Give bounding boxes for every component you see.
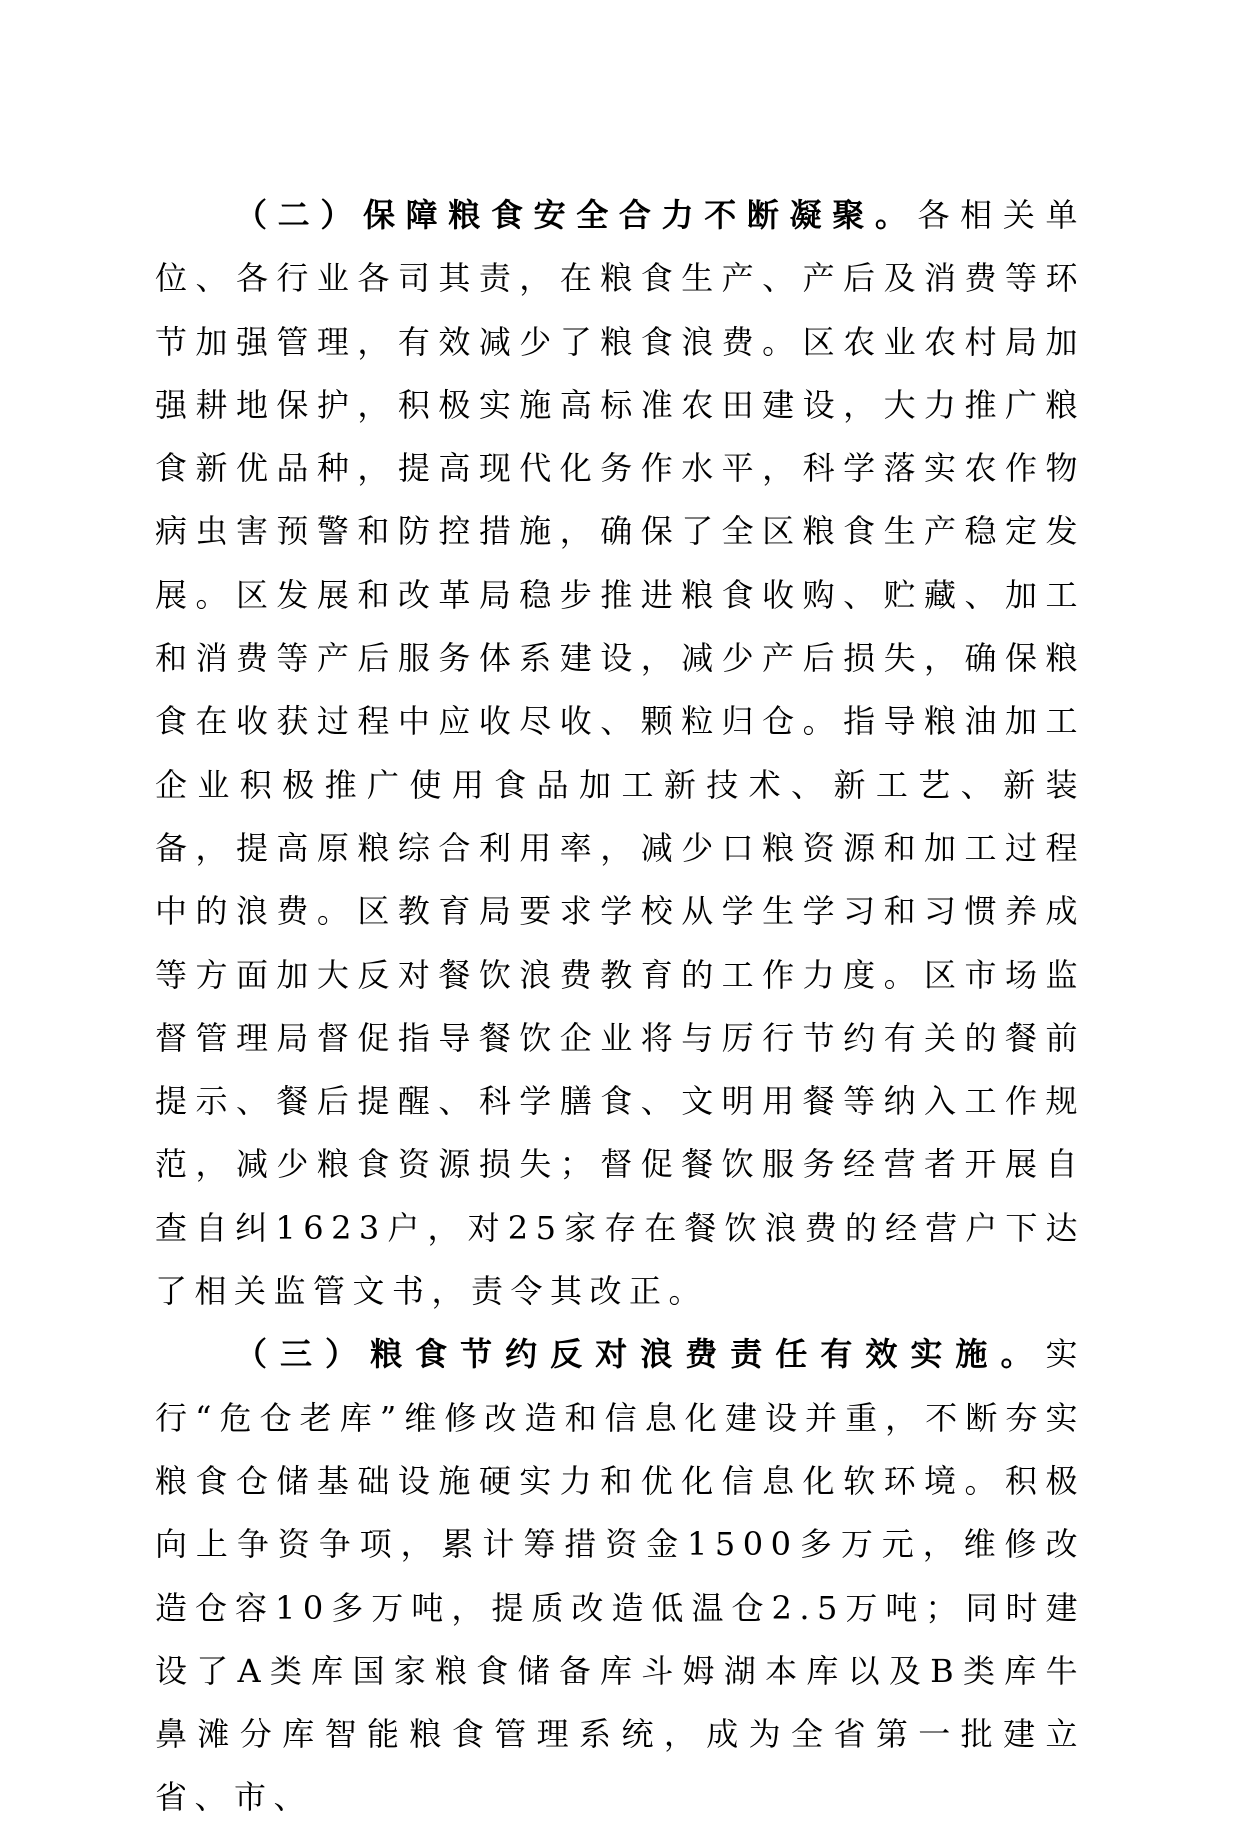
paragraph-text: 各相关单位、各行业各司其责，在粮食生产、产后及消费等环节加强管理，有效减少了粮食浪费。区农业农村局加强耕地保护，积极实施高标准农田建设，大力推广粮食新优品种，提高现代化务作水平，科学落实农作物病虫害预警和防控措施，确保了全区粮食生产稳定发展。区发展和改革局稳步推进粮食收购、贮藏、加工和消费等产后服务体系建设，减少产后损失，确保粮食在收获过程中应收尽收、颗粒归仓。指导粮油加工企业积极推广使用食品加工新技术、新工艺、新装备，提高原粮综合利用率，减少口粮资源和加工过程中的浪费。区教育局要求学校从学生学习和习惯养成等方面加大反对餐饮浪费教育的工作力度。区市场监督管理局督促指导餐饮企业将与厉行节约有关的餐前提示、餐后提醒、科学膳食、文明用餐等纳入工作规范，减少粮食资源损失；督促餐饮服务经营者开展自查自纠1623户，对25家存在餐饮浪费的经营户下达了相关监管文书，责令其改正。 (155, 196, 1085, 1311)
section-heading-3: （三）粮食节约反对浪费责任有效实施。 (235, 1335, 1046, 1374)
paragraph-grain-security (155, 184, 1085, 1323)
paragraph-text: 实行“危仓老库”维修改造和信息化建设并重，不断夯实粮食仓储基础设施硬实力和优化信息化软环境。积极向上争资争项，累计筹措资金1500多万元，维修改造仓容10多万吨，提质改造低温仓2.5万吨；同时建设了A类库国家粮食储备库斗姆湖本库以及B类库牛鼻滩分库智能粮食管理系统，成为全省第一批建立省、市、 (155, 1335, 1085, 1817)
document-body (155, 184, 1085, 1830)
section-heading-2: （二）保障粮食安全合力不断凝聚。 (235, 196, 918, 234)
